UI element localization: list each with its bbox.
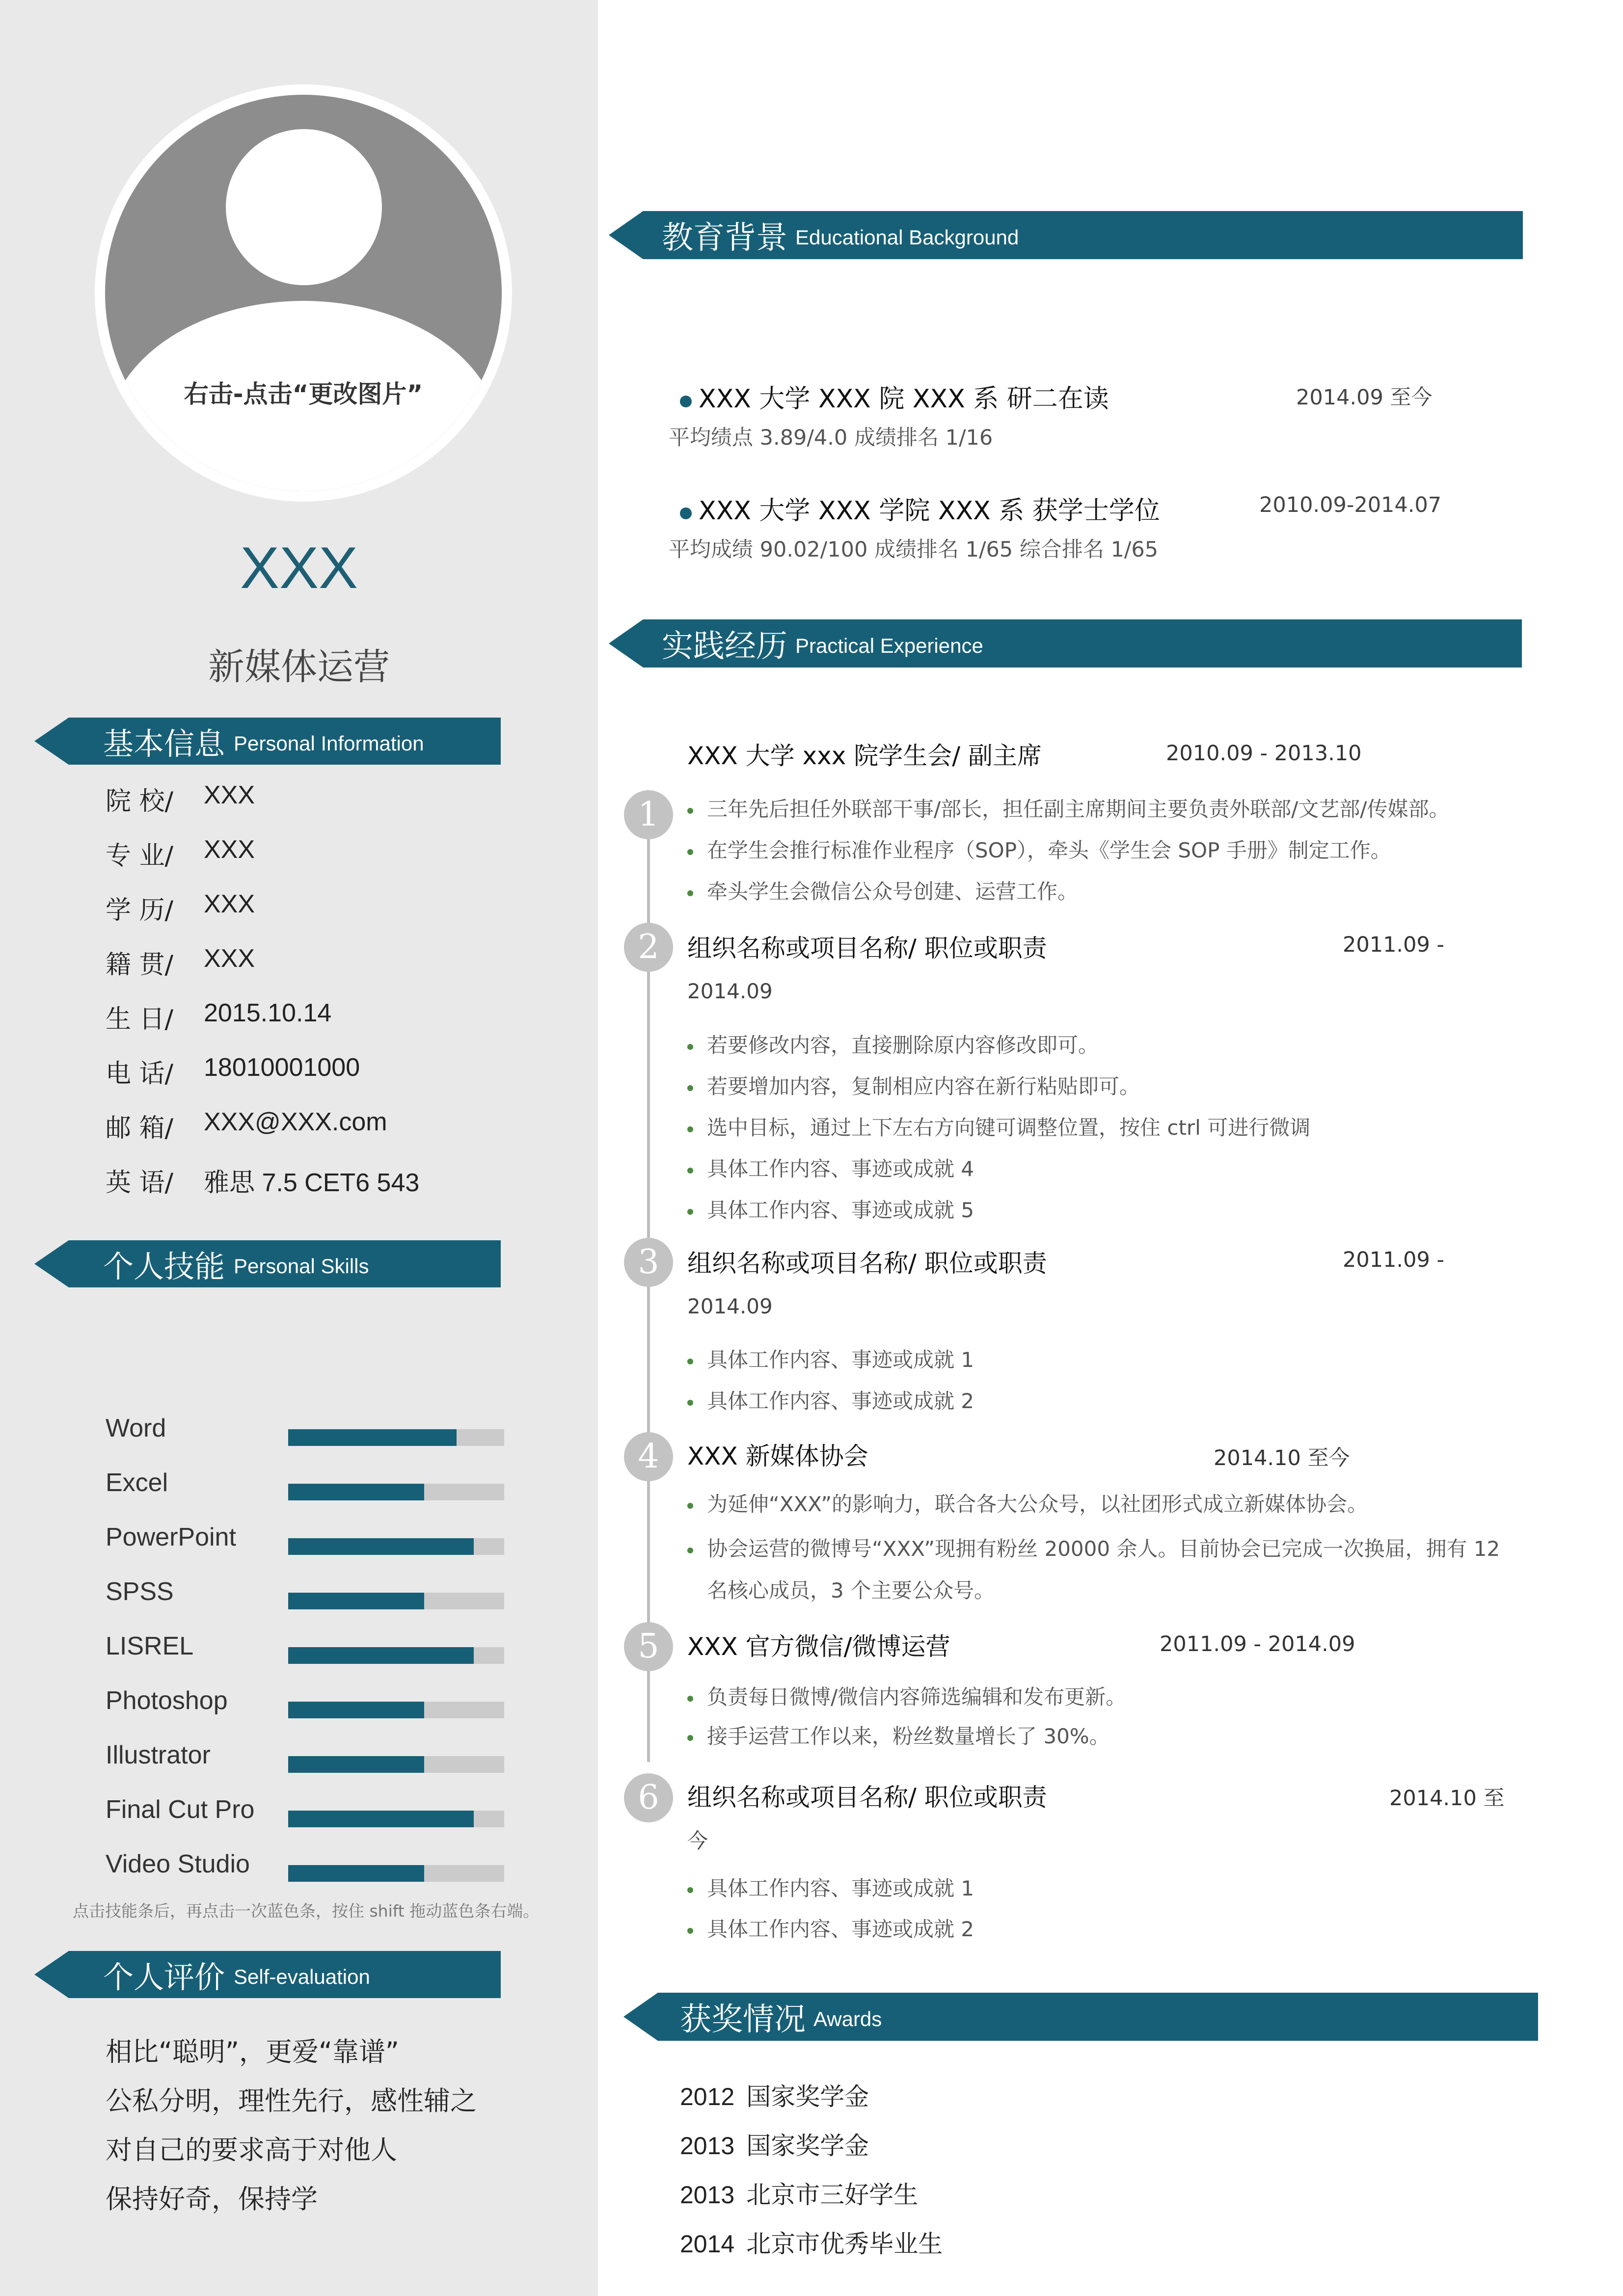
bullet-dot <box>687 1359 693 1364</box>
heading-en: Practical Experience <box>795 634 983 657</box>
skill-bar-track[interactable] <box>288 1647 504 1664</box>
skill-name: Photoshop <box>106 1686 228 1715</box>
heading-cn: 个人评价 <box>103 1959 225 1995</box>
info-value: XXX <box>204 944 255 973</box>
skill-row <box>106 1631 504 1666</box>
award-row <box>680 2175 918 2211</box>
skills-note: 点击技能条后，再点击一次蓝色条，按住 shift 拖动蓝色条右端。 <box>73 1901 540 1921</box>
award-row <box>680 2126 869 2162</box>
experience-bullet <box>687 876 1078 905</box>
experience-title: XXX 新媒体协会 <box>687 1442 868 1470</box>
education-details: 平均成绩 90.02/100 成绩排名 1/65 综合排名 1/65 <box>669 537 1159 562</box>
heading-en: Self-evaluation <box>234 1965 370 1988</box>
experience-title: XXX 官方微信/微博运营 <box>687 1632 950 1661</box>
experience-bullet <box>687 1153 974 1182</box>
award-name: 北京市三好学生 <box>746 2181 919 2209</box>
education-title-text: XXX 大学 XXX 院 XXX 系 研二在读 <box>699 384 1109 414</box>
experience-bullet <box>687 1194 974 1224</box>
bullet-text: 牵头学生会微信公众号创建、运营工作。 <box>707 880 1079 904</box>
experience-bullet <box>687 1913 974 1943</box>
self-eval-line: 公私分明，理性先行，感性辅之 <box>106 2085 477 2116</box>
self-eval-line: 对自己的要求高于对他人 <box>106 2135 397 2165</box>
heading-en: Educational Background <box>795 226 1019 249</box>
award-year: 2013 <box>680 2132 735 2160</box>
avatar-head-silhouette <box>226 129 382 285</box>
education-title-text: XXX 大学 XXX 学院 XXX 系 获学士学位 <box>699 496 1160 526</box>
info-label: 学 历/ <box>106 896 174 925</box>
timeline-number: 5 <box>624 1622 673 1671</box>
award-year: 2014 <box>680 2230 735 2258</box>
bullet-text: 具体工作内容、事迹或成就 5 <box>707 1198 974 1222</box>
award-name: 北京市优秀毕业生 <box>746 2230 943 2258</box>
bullet-text: 三年先后担任外联部干事/部长，担任副主席期间主要负责外联部/文艺部/传媒部。 <box>707 797 1450 821</box>
skill-bar-fill[interactable] <box>288 1484 424 1500</box>
experience-title: 组织名称或项目名称/ 职位或职责 <box>687 1249 1047 1278</box>
skill-bar-track[interactable] <box>288 1811 504 1827</box>
education-title <box>680 490 1160 527</box>
award-row <box>680 2077 869 2112</box>
experience-bullet <box>687 1872 974 1902</box>
timeline-number: 3 <box>624 1238 673 1287</box>
experience-bullet <box>687 793 1449 823</box>
skill-name: Excel <box>106 1468 168 1497</box>
skill-bar-track[interactable] <box>288 1429 504 1446</box>
info-row-hometown <box>106 944 255 981</box>
skill-row <box>106 1740 504 1775</box>
avatar[interactable] <box>105 95 502 491</box>
info-value: XXX <box>204 781 255 809</box>
info-value: 18010001000 <box>204 1053 360 1082</box>
education-title <box>680 378 1109 415</box>
avatar-hint: 右击-点击“更改图片” <box>184 380 423 408</box>
experience-bullet <box>687 1112 1310 1141</box>
experience-date: 2011.09 - 2014.09 <box>1160 1632 1355 1656</box>
info-value: XXX <box>204 835 255 864</box>
skill-bar-track[interactable] <box>288 1865 504 1882</box>
heading-en: Personal Skills <box>234 1255 369 1278</box>
heading-cn: 获奖情况 <box>680 2002 806 2038</box>
skill-bar-track[interactable] <box>288 1756 504 1773</box>
info-label: 邮 箱/ <box>106 1114 174 1143</box>
awards-heading <box>658 1993 1538 2041</box>
info-value: XXX@XXX.com <box>204 1108 387 1136</box>
self-eval-line: 保持好奇，保持学 <box>106 2184 318 2215</box>
info-label: 院 校/ <box>106 787 174 816</box>
education-details: 平均绩点 3.89/4.0 成绩排名 1/16 <box>669 426 993 450</box>
bullet-dot <box>687 849 693 855</box>
skill-bar-fill[interactable] <box>288 1538 474 1555</box>
info-label: 电 话/ <box>106 1059 174 1089</box>
skill-name: LISREL <box>106 1632 194 1660</box>
candidate-name: XXX <box>240 535 358 601</box>
bullet-dot <box>687 1548 693 1553</box>
experience-title: 组织名称或项目名称/ 职位或职责 <box>687 1783 1047 1812</box>
skill-name: Illustrator <box>106 1741 211 1769</box>
bullet-text: 选中目标，通过上下左右方向键可调整位置，按住 ctrl 可进行微调 <box>707 1116 1311 1140</box>
bullet-dot <box>687 1168 693 1174</box>
info-value: 2015.10.14 <box>204 999 332 1027</box>
info-value: 雅思 7.5 CET6 543 <box>204 1169 420 1197</box>
bullet-dot <box>687 1126 693 1132</box>
experience-heading <box>643 619 1522 667</box>
heading-en: Awards <box>813 2007 882 2030</box>
experience-bullet <box>687 1720 1110 1750</box>
skill-bar-track[interactable] <box>288 1484 504 1500</box>
timeline-number: 4 <box>624 1432 673 1481</box>
info-value: XXX <box>204 890 255 918</box>
skill-name: PowerPoint <box>106 1523 236 1551</box>
experience-bullet-continued: 名核心成员，3 个主要公众号。 <box>707 1578 995 1602</box>
bullet-dot <box>687 1400 693 1406</box>
skill-row <box>106 1522 504 1557</box>
experience-bullet <box>687 1681 1126 1710</box>
skill-name: Word <box>106 1414 166 1442</box>
experience-date-continued: 2014.09 <box>687 1294 773 1318</box>
bullet-text: 具体工作内容、事迹或成就 2 <box>707 1389 974 1413</box>
skill-row <box>106 1795 504 1829</box>
bullet-dot <box>687 1735 693 1741</box>
skill-name: SPSS <box>106 1577 174 1606</box>
info-label: 生 日/ <box>106 1005 174 1034</box>
candidate-role: 新媒体运营 <box>208 646 390 688</box>
info-row-school <box>106 780 255 817</box>
skills-heading <box>69 1240 501 1287</box>
heading-cn: 实践经历 <box>662 628 787 665</box>
experience-bullet <box>687 1070 1140 1100</box>
experience-date-continued: 2014.09 <box>687 979 773 1003</box>
skill-bar-track[interactable] <box>288 1702 504 1718</box>
skill-row <box>106 1577 504 1611</box>
bullet-text: 具体工作内容、事迹或成就 2 <box>707 1917 974 1941</box>
bullet-text: 协会运营的微博号“XXX”现拥有粉丝 20000 余人。目前协会已完成一次换届，拥有 12 <box>707 1537 1500 1561</box>
experience-date: 2014.10 至今 <box>1214 1446 1350 1470</box>
info-label: 专 业/ <box>106 841 174 871</box>
education-heading <box>643 211 1523 259</box>
award-name: 国家奖学金 <box>746 2132 869 2160</box>
timeline-number: 1 <box>624 790 673 839</box>
bullet-dot <box>687 1928 693 1934</box>
skill-row <box>106 1468 504 1502</box>
info-label: 籍 贯/ <box>106 950 174 980</box>
skill-bar-fill[interactable] <box>288 1647 474 1664</box>
experience-bullet <box>687 1533 1500 1562</box>
bullet-text: 负责每日微博/微信内容筛选编辑和发布更新。 <box>707 1685 1127 1709</box>
bullet-text: 在学生会推行标准作业程序（SOP），牵头《学生会 SOP 手册》制定工作。 <box>707 838 1391 862</box>
skill-bar-fill[interactable] <box>288 1429 457 1446</box>
experience-title: XXX 大学 xxx 院学生会/ 副主席 <box>687 742 1042 770</box>
bullet-dot <box>687 808 693 814</box>
skill-bar-fill[interactable] <box>288 1593 424 1609</box>
bullet-text: 为延伸“XXX”的影响力，联合各大公众号，以社团形式成立新媒体协会。 <box>707 1492 1368 1516</box>
info-row-email <box>106 1107 387 1144</box>
heading-en: Personal Information <box>234 732 424 755</box>
heading-cn: 教育背景 <box>662 220 787 256</box>
skill-row <box>106 1686 504 1720</box>
skill-bar-track[interactable] <box>288 1593 504 1609</box>
skill-name: Final Cut Pro <box>106 1795 255 1824</box>
experience-title: 组织名称或项目名称/ 职位或职责 <box>687 934 1047 962</box>
education-date: 2010.09-2014.07 <box>1259 493 1442 517</box>
experience-date-continued: 今 <box>687 1829 708 1853</box>
bullet-dot <box>680 396 692 407</box>
experience-date: 2014.10 至 <box>1389 1786 1505 1811</box>
award-name: 国家奖学金 <box>746 2082 869 2111</box>
bullet-dot <box>687 1696 693 1702</box>
experience-bullet <box>687 1344 974 1373</box>
self-eval-line: 相比“聪明”，更爱“靠谱” <box>106 2036 399 2067</box>
info-row-english <box>106 1162 419 1199</box>
skill-name: Video Studio <box>106 1850 250 1878</box>
award-year: 2013 <box>680 2181 735 2209</box>
heading-cn: 基本信息 <box>103 725 225 762</box>
timeline-number: 6 <box>624 1773 673 1822</box>
bullet-text: 若要修改内容，直接删除原内容修改即可。 <box>707 1033 1099 1057</box>
bullet-dot <box>687 1503 693 1509</box>
bullet-dot <box>687 1085 693 1091</box>
skill-bar-track[interactable] <box>288 1538 504 1555</box>
personal-info-heading <box>69 718 501 765</box>
bullet-text: 具体工作内容、事迹或成就 1 <box>707 1876 974 1900</box>
bullet-dot <box>687 1209 693 1215</box>
experience-date: 2011.09 - <box>1343 933 1445 957</box>
bullet-text: 具体工作内容、事迹或成就 1 <box>707 1348 974 1372</box>
experience-bullet <box>687 1029 1099 1059</box>
skill-bar-fill[interactable] <box>288 1756 424 1773</box>
skill-row <box>106 1414 504 1448</box>
info-row-major <box>106 835 255 872</box>
self-eval-heading <box>69 1951 501 1998</box>
skill-row <box>106 1849 504 1884</box>
award-row <box>680 2224 943 2260</box>
experience-date: 2011.09 - <box>1343 1248 1445 1272</box>
education-date: 2014.09 至今 <box>1296 385 1433 410</box>
bullet-text: 若要增加内容，复制相应内容在新行粘贴即可。 <box>707 1074 1140 1098</box>
info-label: 英 语/ <box>106 1168 174 1198</box>
info-row-phone <box>106 1053 360 1090</box>
bullet-dot <box>687 1044 693 1050</box>
info-row-degree <box>106 889 255 926</box>
timeline-number: 2 <box>624 923 673 972</box>
bullet-text: 具体工作内容、事迹或成就 4 <box>707 1157 974 1181</box>
skill-bar-fill[interactable] <box>288 1811 474 1827</box>
info-row-birthday <box>106 998 331 1035</box>
bullet-dot <box>687 890 693 896</box>
bullet-text: 接手运营工作以来，粉丝数量增长了 30%。 <box>707 1724 1110 1748</box>
bullet-dot <box>680 507 692 519</box>
skill-bar-fill[interactable] <box>288 1865 424 1882</box>
skill-bar-fill[interactable] <box>288 1702 424 1718</box>
heading-cn: 个人技能 <box>103 1248 225 1284</box>
experience-bullet <box>687 1488 1368 1518</box>
experience-date: 2010.09 - 2013.10 <box>1166 741 1362 766</box>
experience-bullet <box>687 1385 974 1415</box>
experience-bullet <box>687 834 1391 864</box>
bullet-dot <box>687 1887 693 1893</box>
award-year: 2012 <box>680 2083 735 2110</box>
